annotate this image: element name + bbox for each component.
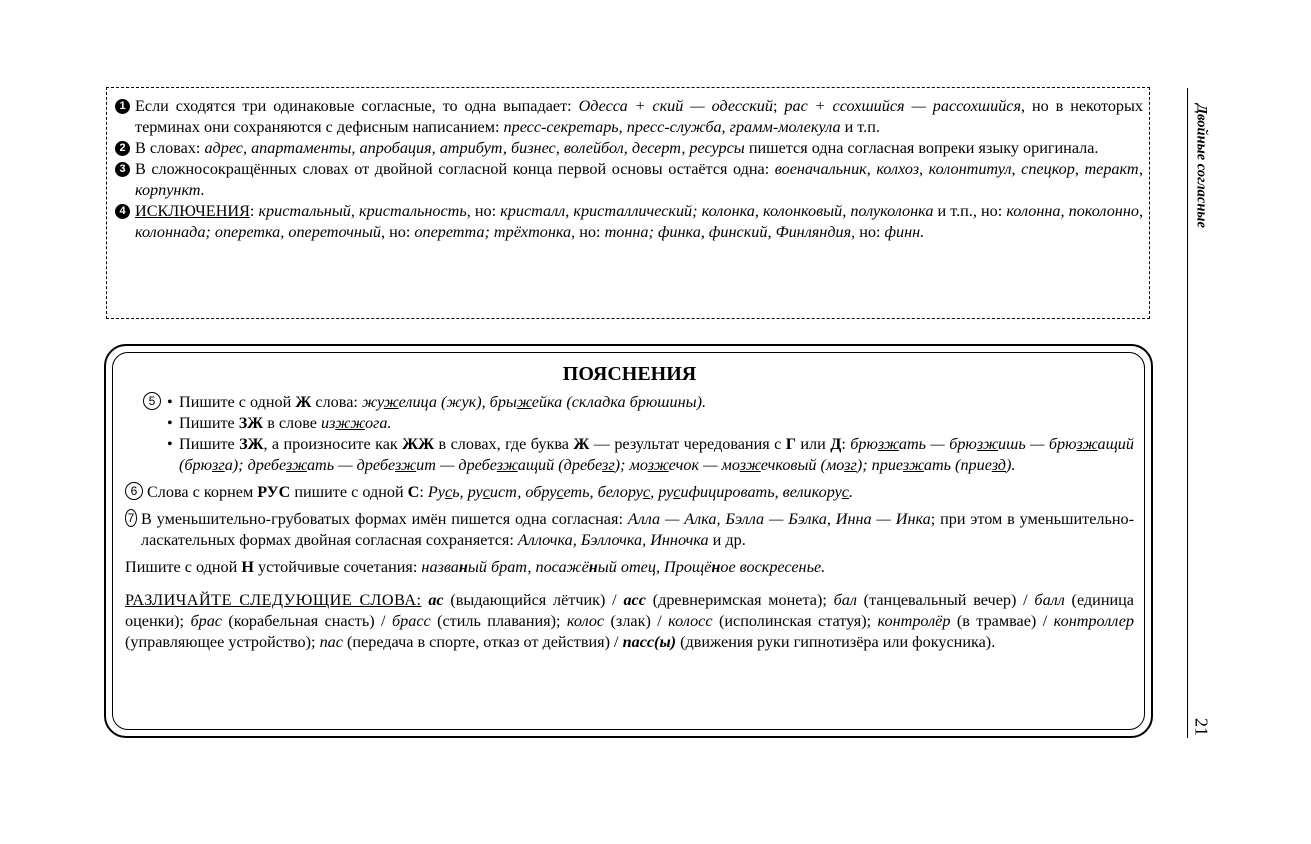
text-run: ас [428, 591, 444, 609]
rule-number-marker: 4 [115, 204, 130, 219]
text-run: Одесса + ский — одесский [578, 97, 773, 115]
text-run: ж [383, 393, 399, 411]
text-run: зж [496, 456, 518, 474]
rules-box [106, 87, 1150, 319]
text-run: ит — дребе [416, 456, 497, 474]
text-run: , но в некоторых терминах они сохраняются с дефисным написанием: [135, 97, 1143, 136]
explanation-text [141, 509, 1134, 551]
text-run: : [249, 202, 259, 220]
rule-text [135, 96, 1143, 138]
explanation-text [147, 482, 1134, 503]
text-run: ишь — брю [998, 435, 1077, 453]
text-run: асс [623, 591, 646, 609]
text-run: с [841, 483, 849, 501]
bullet-dot-icon: • [167, 393, 173, 411]
text-run: ь, ру [452, 483, 483, 501]
text-run: с [673, 483, 681, 501]
page-number [1191, 712, 1211, 742]
text-run: ; [772, 97, 785, 115]
bullet-line [125, 434, 1134, 476]
text-run: или [796, 435, 831, 453]
bullet-text [179, 413, 1134, 434]
text-run: в словах, где буква [434, 435, 574, 453]
text-run: ать — дребе [306, 456, 395, 474]
text-run: балл [1034, 591, 1065, 609]
rule-text [135, 159, 1143, 201]
rule-text [135, 201, 1143, 243]
bullet-line [125, 413, 1134, 434]
text-run: ога. [364, 414, 392, 432]
explanations-box [104, 344, 1153, 738]
text-run: Пишите с одной [125, 558, 242, 576]
text-run: и т.п. [840, 118, 880, 136]
text-run: ечковый (мо [760, 456, 845, 474]
text-run: с [642, 483, 651, 501]
text-run: слова: [311, 393, 362, 411]
rule-number-marker: 3 [115, 162, 130, 177]
text-run: елица (жук), бры [398, 393, 517, 411]
text-run: финн. [884, 223, 925, 241]
text-run: и т.п., но: [933, 202, 1007, 220]
section-title-text: Двойные согласные [1193, 104, 1210, 228]
text-run: Ж [295, 393, 312, 411]
text-run: ый отец, Прощё [597, 558, 712, 576]
text-run: пасс(ы) [622, 633, 677, 651]
text-run: ЖЖ [402, 435, 435, 453]
text-run: ИСКЛЮЧЕНИЯ [135, 202, 250, 220]
text-run: пресс-секретарь, пресс-служба, грамм-молекула [503, 118, 841, 136]
text-run: зд [991, 456, 1006, 474]
text-run: кристальный, кристальность [258, 202, 467, 220]
text-run: пишите с одной [290, 483, 408, 501]
text-run: с [445, 483, 453, 501]
page-number-text: 21 [1191, 718, 1212, 736]
text-run: зж [877, 435, 899, 453]
text-run: ); прие [856, 456, 903, 474]
text-run: ащий (брю [179, 435, 1134, 474]
text-run: из [321, 414, 336, 432]
section-running-title [1193, 87, 1209, 245]
text-run: оперетта; трёхтонка [414, 223, 572, 241]
text-run: ист, обру [489, 483, 557, 501]
text-run: ). [1006, 456, 1016, 474]
text-run: жу [361, 393, 384, 411]
text-run: ; при этом в уменьшительно-ласкательных формах двойная согласная сохраняется: [141, 510, 1135, 549]
text-run: . [848, 483, 853, 501]
text-run: Пишите [179, 435, 240, 453]
text-run: (древнеримская монета); [645, 591, 834, 609]
text-run: ечок — мо [668, 456, 740, 474]
text-run: (в трамвае) / [950, 612, 1054, 630]
text-run: : [841, 435, 851, 453]
text-run: еть, белору [563, 483, 643, 501]
explanation-item-7 [125, 509, 1134, 551]
text-run: кристалл, кристаллический; колонка, колонковый, полуколонка [500, 202, 934, 220]
bullet-text [179, 392, 1134, 413]
text-run: зж [739, 456, 761, 474]
text-run: ифицировать, великору [680, 483, 842, 501]
text-run: ЗЖ [239, 435, 264, 453]
text-run: брю [850, 435, 878, 453]
text-run: Пишите [179, 414, 239, 432]
bullet-dot-icon: • [167, 435, 173, 453]
text-run: (передача в спорте, отказ от действия) / [342, 633, 623, 651]
bullet-line [125, 392, 1134, 413]
text-run: устойчивые сочетания: [253, 558, 422, 576]
explanation-item-5 [125, 392, 1134, 476]
text-run: (злак) / [604, 612, 669, 630]
text-run: тонна; финка, финский, Финляндия [604, 223, 852, 241]
text-run: В уменьшительно-грубоватых формах имён пишется одна согласная: [141, 510, 628, 528]
text-run: Пишите с одной [179, 393, 296, 411]
text-run: брас [190, 612, 222, 630]
text-run: в слове [263, 414, 322, 432]
text-run: зг [844, 456, 857, 474]
text-run: с [556, 483, 564, 501]
text-run: адрес, апартаменты, апробация, атрибут, бизнес, волейбол, десерт, ресурсы [204, 139, 745, 157]
text-run: зг [602, 456, 615, 474]
text-run: , но: [571, 223, 605, 241]
text-run: жж [335, 414, 365, 432]
text-run: — результат чередования с [589, 435, 786, 453]
text-run: н [588, 558, 598, 576]
text-run: , а произносите как [263, 435, 403, 453]
text-run: Если сходятся три одинаковые согласные, то одна выпадает: [135, 97, 579, 115]
circled-number-marker: 5 [143, 392, 161, 410]
text-run: (исполинская статуя); [712, 612, 878, 630]
text-run: Ру [427, 483, 445, 501]
rule-2 [115, 138, 1143, 159]
text-run: (стиль плавания); [430, 612, 567, 630]
text-run: с [482, 483, 490, 501]
text-run: зж [976, 435, 999, 453]
text-run: (управляющее устройство); [125, 633, 320, 651]
text-run: военачальник, колхоз, колонтитул, спецкор, теракт, корпункт. [135, 160, 1143, 199]
text-run: а); дребе [224, 456, 286, 474]
text-run: (единица оценки); [125, 591, 1134, 630]
text-run: зж [285, 456, 307, 474]
text-run: : [419, 483, 428, 501]
text-run: колос [566, 612, 605, 630]
text-run: ейка (складка брюшины). [531, 393, 707, 411]
text-run: н [711, 558, 721, 576]
text-run: РАЗЛИЧАЙТЕ СЛЕДУЮЩИЕ СЛОВА: [125, 591, 422, 609]
text-run: зг [212, 456, 225, 474]
rule-1 [115, 96, 1143, 138]
bullet-text [179, 434, 1134, 476]
explanations-title: ПОЯСНЕНИЯ [562, 363, 697, 385]
text-run: ое воскресенье. [720, 558, 826, 576]
text-run: , ру [650, 483, 674, 501]
text-run: колонна, поколонно, колоннада; оперетка, опереточный [135, 202, 1143, 241]
text-run: зж [1076, 435, 1098, 453]
distinguish-words-note [125, 590, 1134, 653]
text-run: , но: [851, 223, 885, 241]
circled-number-marker: 6 [125, 482, 143, 500]
explanations-inner-frame [112, 352, 1145, 730]
text-run: бал [833, 591, 857, 609]
text-run: Г [785, 435, 796, 453]
text-run: (корабельная снасть) / [221, 612, 392, 630]
text-run: ж [516, 393, 532, 411]
text-run: Алла — Алка, Бэлла — Бэлка, Инна — Инка [627, 510, 931, 528]
text-run: ать — брю [898, 435, 977, 453]
text-run: Ж [573, 435, 590, 453]
text-run: С [407, 483, 420, 501]
text-run: зж [394, 456, 417, 474]
text-run: (танцевальный вечер) / [856, 591, 1035, 609]
text-run: контроллер [1053, 612, 1134, 630]
text-run: зж [647, 456, 669, 474]
circled-number-marker: 7 [125, 509, 137, 527]
text-run: пас [319, 633, 343, 651]
stable-phrases-note [125, 557, 1134, 578]
rule-3 [115, 159, 1143, 201]
text-run: ); мо [614, 456, 648, 474]
text-run: пишется одна согласная вопреки языку оригинала. [744, 139, 1099, 157]
text-run: Аллочка, Бэллочка, Инночка [517, 531, 709, 549]
bullet-dot-icon: • [167, 414, 173, 432]
text-run: ый брат, посажё [467, 558, 589, 576]
text-run: В словах: [135, 139, 205, 157]
text-run: (выдающийся лётчик) / [443, 591, 624, 609]
explanation-item-6 [125, 482, 1134, 503]
rule-text [135, 138, 1143, 159]
text-run: колосс [668, 612, 713, 630]
text-run: контролёр [877, 612, 951, 630]
text-run: Н [241, 558, 254, 576]
text-run: , но: [380, 223, 415, 241]
text-run: брасс [391, 612, 431, 630]
rule-number-marker: 2 [115, 141, 130, 156]
rule-4 [115, 201, 1143, 243]
text-run: ащий (дребе [517, 456, 603, 474]
text-run: назва [421, 558, 459, 576]
text-run: рас + ссохшийся — рассохшийся [784, 97, 1022, 115]
text-run: Д [830, 435, 842, 453]
rule-number-marker: 1 [115, 99, 130, 114]
text-run: ЗЖ [238, 414, 264, 432]
text-run: В сложносокращённых словах от двойной согласной конца первой основы остаётся одна: [135, 160, 775, 178]
margin-rule-line [1187, 88, 1188, 738]
text-run: зж [902, 456, 924, 474]
text-run: ать (прие [923, 456, 992, 474]
text-run: н [458, 558, 468, 576]
text-run: , но: [466, 202, 501, 220]
text-run: (движения руки гипнотизёра или фокусника). [676, 633, 996, 651]
text-run: и др. [708, 531, 746, 549]
text-run: РУС [257, 483, 291, 501]
text-run: Слова с корнем [147, 483, 258, 501]
